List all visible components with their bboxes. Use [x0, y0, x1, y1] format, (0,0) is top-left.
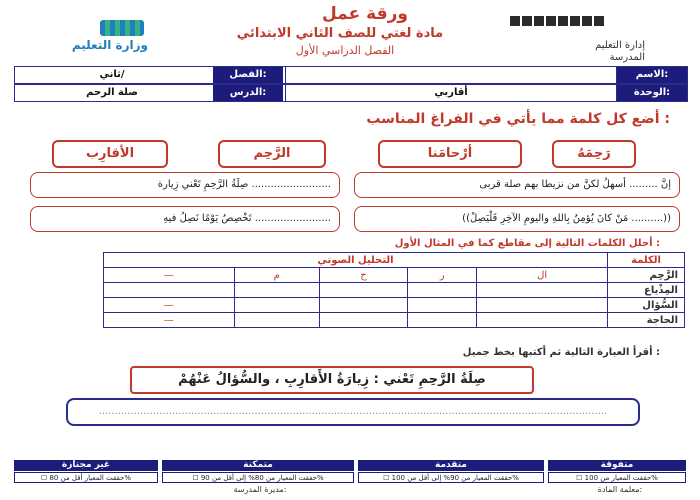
sentence-3: ((مَنْ كانَ يُؤمِنُ بِاللهِ واليومِ الآخِرِ فَلْيَصِلْ ..........)): [354, 206, 680, 232]
teacher-label: معلمة المادة:: [597, 485, 643, 494]
row-cell[interactable]: [319, 283, 407, 298]
worksheet-term: الفصل الدراسي الأول: [295, 44, 395, 57]
ministry-logo-text: وزارة التعليم: [71, 38, 148, 52]
rating-level-2: متقدمة: [358, 460, 544, 471]
row-cell[interactable]: [408, 298, 477, 313]
ministry-logo-icon: [100, 20, 144, 36]
name-field[interactable]: [285, 67, 617, 83]
admin-label: إدارة التعليم: [595, 40, 645, 51]
rating-level-4: غير مجتازة: [14, 460, 158, 471]
model-phrase: صِلَةُ الرَّحِمِ تَعْني : زِيارَةُ الأَقارِبِ ، والسُّؤالُ عَنْهُمْ: [130, 366, 534, 394]
row-cell: ح: [319, 268, 407, 283]
table-row: [104, 268, 685, 283]
rating-level-1: متفوقة: [548, 460, 686, 471]
row-cell[interactable]: [477, 283, 608, 298]
table-row: [104, 283, 685, 298]
word-option-3[interactable]: الرَّحِم: [218, 140, 326, 168]
row-cell[interactable]: [104, 283, 235, 298]
row-cell[interactable]: [408, 313, 477, 328]
table-row: [104, 313, 685, 328]
exercise1-instruction: أضع كل كلمة مما يأتي في الفراغ المناسب :: [366, 111, 670, 127]
word-option-2[interactable]: أرْحامَنا: [378, 140, 522, 168]
rating-detail-4[interactable]: ☐ حققت المعيار أقل من 80%: [14, 472, 158, 483]
table-row: [104, 298, 685, 313]
row-cell: —: [104, 268, 235, 283]
rating-level-3: متمكنة: [162, 460, 354, 471]
row-cell: م: [234, 268, 319, 283]
exercise2-instruction: أحلل الكلمات التالية إلى مقاطع كما في المثال الأول :: [394, 238, 660, 249]
rating-detail-3[interactable]: ☐ حققت المعيار من 80% إلى أقل من 90%: [162, 472, 354, 483]
rating-detail-2[interactable]: ☐ حققت المعيار من 90% إلى أقل من 100%: [358, 472, 544, 483]
row-cell[interactable]: [477, 313, 608, 328]
school-label: المدرسة: [609, 52, 645, 63]
row-word: السُّؤال: [608, 298, 685, 313]
row-cell[interactable]: [408, 283, 477, 298]
handwriting-box[interactable]: ................................................................................................................................................................: [66, 398, 640, 426]
unit-value: أقاربي: [285, 85, 617, 101]
name-label: الاسم:: [617, 67, 687, 83]
kingdom-logo: [510, 16, 630, 36]
class-value: ثاني/: [99, 69, 125, 80]
row-cell[interactable]: [319, 313, 407, 328]
row-cell: ر: [408, 268, 477, 283]
row-cell[interactable]: [234, 313, 319, 328]
sentence-4: تَخْصِصُ يَوْمًا نَصِلُ فيهِ ........................: [30, 206, 340, 232]
worksheet-title: ورقة عمل: [322, 4, 408, 24]
header-analysis: التحليل الصوتي: [104, 253, 608, 268]
ministry-logo: [38, 20, 148, 58]
row-word: الحاجة: [608, 313, 685, 328]
row-cell: —: [104, 313, 235, 328]
class-label: الفصل:: [213, 67, 283, 83]
sentence-2: صِلَةُ الرَّحِمِ تَعْني زِيارة .........................: [30, 172, 340, 198]
principal-label: مديرة المدرسة:: [233, 485, 287, 494]
row-word: المِذْياع: [608, 283, 685, 298]
lesson-value: صلة الرحم: [86, 87, 138, 98]
table-header-row: [104, 253, 685, 268]
exercise3-instruction: أقرأ العبارة التالية ثم أكتبها بخط جميل :: [462, 347, 660, 358]
worksheet-subtitle: مادة لغتي للصف الثاني الابتدائي: [236, 26, 444, 41]
row-cell: —: [104, 298, 235, 313]
row-cell[interactable]: [234, 298, 319, 313]
analysis-table: [103, 252, 685, 328]
info-row-2: [14, 84, 688, 102]
word-option-1[interactable]: رَحِمَهُ: [552, 140, 636, 168]
row-cell: ال: [477, 268, 608, 283]
lesson-label: الدرس:: [213, 85, 283, 101]
row-cell[interactable]: [234, 283, 319, 298]
row-cell[interactable]: [477, 298, 608, 313]
row-word: الرَّحِم: [608, 268, 685, 283]
sentence-1: إنَّ ......... أسهلُ لكنَّ من نزيطا بهم صلة قربى: [354, 172, 680, 198]
header-word: الكلمة: [608, 253, 685, 268]
row-cell[interactable]: [319, 298, 407, 313]
rating-detail-1[interactable]: ☐ حققت المعيار من 100%: [548, 472, 686, 483]
unit-label: الوحدة:: [617, 85, 687, 101]
info-row-1: [14, 66, 688, 84]
word-option-4[interactable]: الأقارِب: [52, 140, 168, 168]
